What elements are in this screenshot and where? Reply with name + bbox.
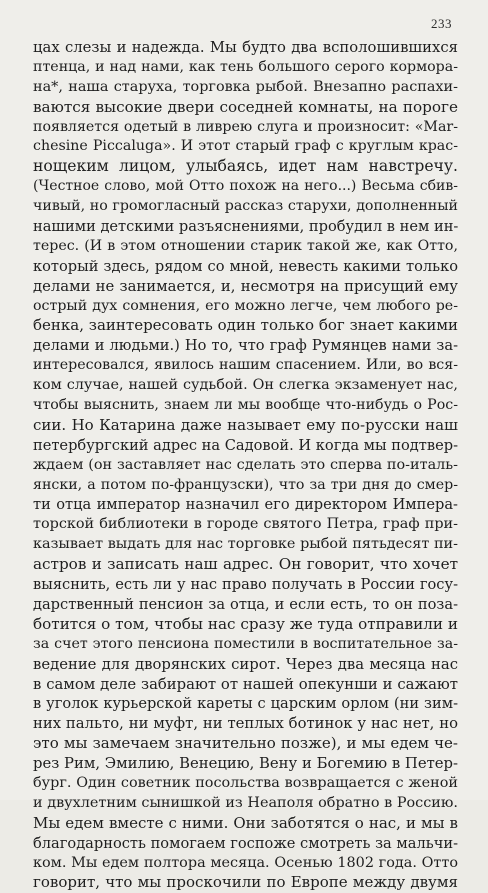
text-line: казывает выдать для нас торговке рыбой пятьдесят пи- bbox=[33, 536, 458, 553]
text-line: говорит, что мы проскочили по Европе между двумя bbox=[33, 873, 458, 892]
text-line: астров и записать наш адрес. Он говорит, что хочет bbox=[33, 555, 458, 574]
text-line: ждаем (он заставляет нас сделать это сперва по-италь- bbox=[33, 456, 458, 473]
text-line: терес. (И в этом отношении старик такой же, как Отто, bbox=[33, 237, 458, 254]
text-line: это мы замечаем значительно позже), и мы едем че- bbox=[33, 734, 458, 753]
text-line: делами и людьми.) Но то, что граф Румянцев нами за- bbox=[33, 337, 458, 355]
text-line: нашими детскими разъяснениями, пробудил в нем ин- bbox=[33, 218, 458, 236]
text-line: янски, а потом по-французски), что за три дня до смер- bbox=[33, 476, 458, 493]
text-line: за счет этого пенсиона поместили в воспитательное за- bbox=[33, 635, 458, 652]
text-line: острый дух сомнения, его можно легче, чем любого ре- bbox=[33, 297, 458, 314]
text-line: выяснить, есть ли у нас право получать в России госу- bbox=[33, 576, 458, 594]
text-line: интересовался, явилось нашим спасением. Или, во вся- bbox=[33, 357, 458, 374]
text-line: ком случае, нашей судьбой. Он слегка экзаменует нас, bbox=[33, 377, 458, 394]
text-line: торской библиотеки в городе святого Петра, граф при- bbox=[33, 516, 458, 533]
text-line: в уголок курьерской кареты с царским орлом (ни зим- bbox=[33, 695, 458, 713]
text-line: (Честное слово, мой Отто похож на него...) Весьма сбив- bbox=[33, 178, 458, 195]
text-line: петербургский адрес на Садовой. И когда мы подтвер- bbox=[33, 436, 458, 454]
text-line: ведение для дворянских сирот. Через два месяца нас bbox=[33, 655, 458, 673]
text-line: Мы едем вместе с ними. Они заботятся о нас, и мы в bbox=[33, 813, 458, 832]
text-line: chesine Piccaluga». И этот старый граф с круглым крас- bbox=[33, 138, 458, 155]
text-line: ком. Мы едем полтора месяца. Осенью 1802 года. Отто bbox=[33, 854, 458, 871]
text-line: ботится о том, чтобы нас сразу же туда отправили и bbox=[33, 614, 458, 633]
text-line: бенка, заинтересовать один только бог знает какими bbox=[33, 316, 458, 335]
page-number: 233 bbox=[431, 16, 452, 31]
page-text bbox=[33, 38, 458, 893]
text-line: дарственный пенсион за отца, и если есть, то он поза- bbox=[33, 595, 458, 613]
text-line: чтобы выяснить, знаем ли мы вообще что-нибудь о Рос- bbox=[33, 397, 458, 414]
text-line: и двухлетним сынишкой из Неаполя обратно в Россию. bbox=[33, 794, 458, 811]
text-line: сии. Но Катарина даже называет ему по-русски наш bbox=[33, 415, 458, 434]
text-line: делами не занимается, и, несмотря на присущий ему bbox=[33, 277, 458, 295]
text-line: птенца, и над нами, как тень большого серого кормора- bbox=[33, 58, 458, 75]
text-line: появляется одетый в ливрею слуга и произносит: «Mar- bbox=[33, 118, 458, 135]
text-line: рез Рим, Эмилию, Венецию, Вену и Богемию в Петер- bbox=[33, 755, 458, 773]
text-line: ти отца император назначил его директором Импера- bbox=[33, 496, 458, 514]
text-line: ваются высокие двери соседней комнаты, на пороге bbox=[33, 97, 458, 116]
text-line: благодарность помогаем госпоже смотреть за мальчи- bbox=[33, 834, 458, 852]
text-line: цах слезы и надежда. Мы будто два всполошившихся bbox=[33, 39, 458, 56]
text-line: чивый, но громогласный рассказ старухи, дополненный bbox=[33, 198, 458, 215]
text-line: на*, наша старуха, торговка рыбой. Внезапно распахи- bbox=[33, 78, 458, 95]
text-line: нощеким лицом, улыбаясь, идет нам навстречу. bbox=[33, 157, 458, 176]
text-line: который здесь, рядом со мной, невесть какими только bbox=[33, 257, 458, 275]
text-line: них пальто, ни муфт, ни теплых ботинок у нас нет, но bbox=[33, 715, 458, 733]
text-line: в самом деле забирают от нашей опекунши и сажают bbox=[33, 675, 458, 693]
text-line: бург. Один советник посольства возвращается с женой bbox=[33, 774, 458, 791]
